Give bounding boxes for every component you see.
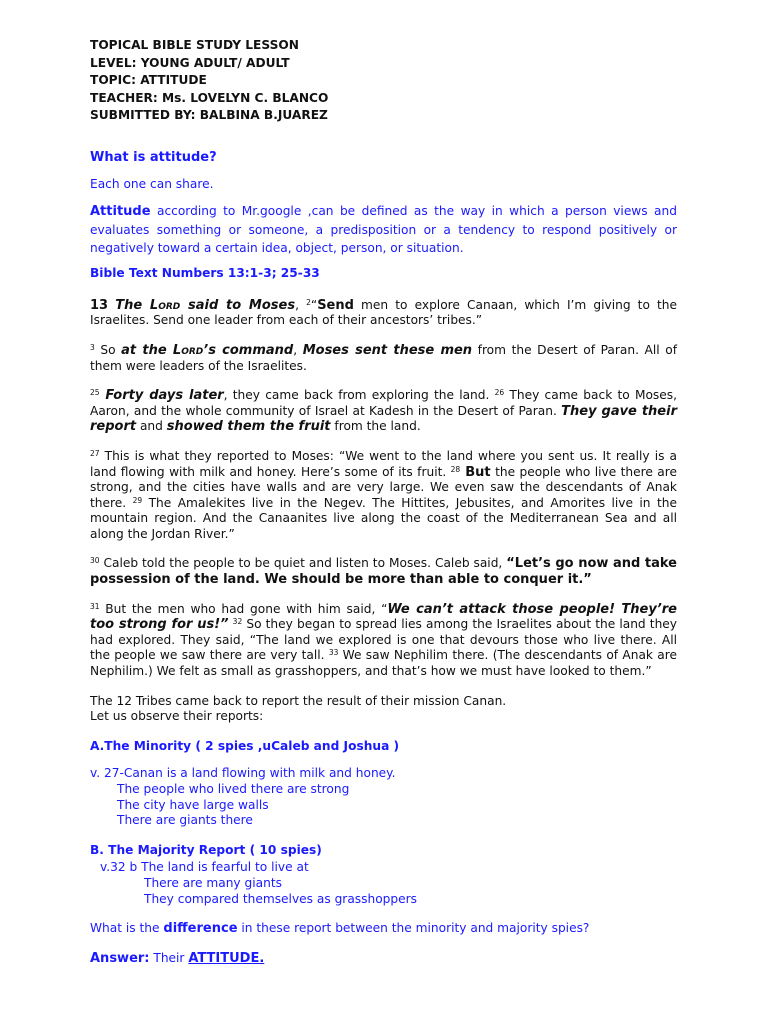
verse-text: Caleb told the people to be quiet and listen to Moses. Caleb said, [99,556,507,571]
bible-text-reference: Bible Text Numbers 13:1-3; 25-33 [90,266,320,281]
verse-13-27 [90,449,677,543]
verse-sup: 32 [232,617,243,627]
lesson-header [90,37,677,125]
verse-emph: ’s command [203,342,294,358]
verse-text: But the men who had gone with him said, “ [99,601,388,616]
verse-emph: “Let’s go now and take possession of the land. We should be more than able to conquer it.” [90,556,677,588]
verse-emph: But [460,464,491,480]
header-line-5: SUBMITTED BY: BALBINA B.JUAREZ [90,108,328,123]
question-difference [90,921,677,937]
verse-sup: 29 [132,495,143,505]
document-content [90,37,677,966]
verse-emph: Send [317,297,354,313]
verse-text: They came back to Moses, Aaron, and the whole community of Israel at Kadesh in the Desert of Paran. [90,388,677,418]
minority-list [90,766,677,828]
verse-text: “ [310,297,318,312]
verse-sup: 28 [450,464,461,474]
verse-emph-lord: Lord [149,297,181,313]
verse-number: 13 [90,297,109,313]
tribes-line-2: Let us observe their reports: [90,709,264,724]
minority-item: v. 27-Canan is a land flowing with milk and honey. [90,766,396,781]
question-text: What is the [90,921,164,936]
question-what-is-attitude: What is attitude? [90,149,217,165]
verse-emph: showed them the fruit [166,419,331,435]
verse-sup: 2 [306,297,311,307]
question-emph: difference [163,921,238,937]
tribes-line-1: The 12 Tribes came back to report the result of their mission Canan. [90,693,507,708]
verse-text: This is what they reported to Moses: “We went to the land where you sent us. It really is a land flowing with milk and honey. Here’s some of its fruit. [90,448,677,479]
verse-emph-lord: Lord [172,342,204,358]
header-line-4: TEACHER: Ms. LOVELYN C. BLANCO [90,90,329,105]
verse-emph: Moses sent these men [302,342,473,358]
answer-label: Answer: [90,950,150,966]
verse-13-25 [90,388,677,435]
verse-text: , they came back from exploring the land. [223,388,495,403]
verse-13-3 [90,343,677,374]
verse-text: We saw Nephilim there. (The descendants of Anak are Nephilim.) We felt as small as grasshoppers, and that’s how we must have looked to them.” [90,648,677,679]
answer-line [90,951,677,967]
verse-text: , [293,342,303,357]
verse-emph: The [115,297,150,313]
verse-text: So they began to spread lies among the Israelites about the land they had explored. They said, “The land we explored is one that devours those who live there. All the people we saw there are very tall. [90,617,677,663]
verse-emph: at the [121,342,173,358]
verse-13-1 [90,298,677,329]
verse-sup: 25 [90,388,100,398]
majority-list [90,860,677,907]
verse-text: The Amalekites live in the Negev. The Hittites, Jebusites, and Amorites live in the mountain region. And the Canaanites live along the coast of the Mediterranean Sea and all along the Jordan River.” [90,495,677,541]
verse-emph: They gave their report [90,403,677,435]
verse-text: the people who live there are strong, and the cities have walls and are very large. We even saw the descendants of Anak there. [90,464,678,510]
header-line-1: TOPICAL BIBLE STUDY LESSON [90,38,299,52]
question-text: in these report between the minority and majority spies? [237,921,590,936]
verse-sup: 30 [90,556,100,566]
verse-text: from the land. [330,419,421,434]
verse-13-31 [90,602,677,680]
verse-sup: 33 [328,648,339,658]
verse-sup: 3 [90,342,95,352]
definition-text: according to Mr.google ,can be defined as the way in which a person views and evaluates something or someone, a predisposition or a tendency to respond positively or negatively toward a certain idea, object, person, or situation. [90,204,677,256]
verse-text: men to explore Canaan, which I’m giving to the Israelites. Send one leader from each of their ancestors’ tribes.” [90,297,678,328]
verse-emph: Forty days later [99,388,224,404]
majority-item: There are many giants [144,875,282,890]
verse-text: from the Desert of Paran. All of them were leaders of the Israelites. [90,342,677,373]
attitude-definition [90,202,677,257]
header-line-3: TOPIC: ATTITUDE [90,73,207,88]
minority-item: The people who lived there are strong [117,782,350,796]
answer-word: ATTITUDE. [188,950,265,966]
majority-item: They compared themselves as grasshoppers [144,891,417,906]
verse-text: and [136,419,167,434]
definition-word: Attitude [90,204,151,220]
header-line-2: LEVEL: YOUNG ADULT/ ADULT [90,55,290,70]
verse-13-30 [90,556,677,587]
verse-sup: 31 [90,601,100,611]
minority-item: There are giants there [117,813,253,828]
verse-sup: 27 [90,448,100,458]
share-line: Each one can share. [90,176,214,191]
majority-item: v.32 b The land is fearful to live at [100,860,309,875]
verse-emph: said to Moses [180,297,296,313]
verse-text: , [295,297,307,312]
minority-heading: A.The Minority ( 2 spies ,uCaleb and Joshua ) [90,738,400,753]
verse-sup: 26 [494,388,505,398]
verse-text: So [94,342,122,357]
verse-emph: We can’t attack those people! They’re too strong for us!” [90,601,677,633]
minority-item: The city have large walls [117,797,269,812]
majority-heading: B. The Majority Report ( 10 spies) [90,842,322,857]
answer-text: Their [149,950,189,965]
